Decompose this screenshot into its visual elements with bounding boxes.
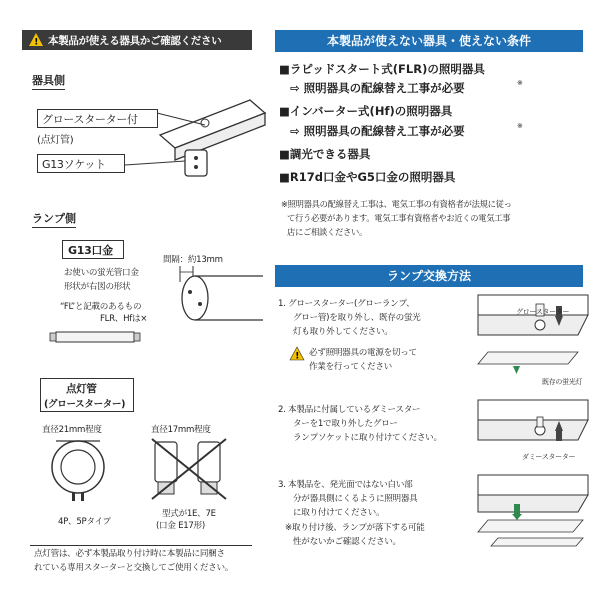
step1-line2: グロー管)を取り外し、既存の蛍光: [293, 313, 421, 323]
cond-note-line3: 店にご相談ください。: [287, 227, 367, 237]
lit-tube-label: (点灯管): [37, 135, 74, 146]
lamp-desc-line2: 形状が右図の形状: [64, 282, 131, 292]
starter-footer-frame: [30, 545, 252, 546]
fixture-section-title: 器具側: [32, 72, 65, 90]
fig1-label-bottom: 既存の蛍光灯: [542, 378, 583, 386]
fig1-label-top: グロースターター: [516, 308, 570, 316]
step2-illustration: [478, 395, 588, 450]
fl-note-line2: FLR、Hfは×: [100, 314, 148, 324]
starter-title-line1: 点灯管: [66, 383, 97, 395]
caution-icon: [290, 347, 304, 360]
fl-tube-illustration: [50, 327, 140, 347]
svg-text:!: !: [34, 37, 39, 48]
lamp-desc-line1: お使いの蛍光管口金: [64, 268, 139, 278]
cond-2-mark: ※: [517, 122, 523, 130]
g13-base-label: G13口金: [68, 244, 113, 257]
step1-line1: 1. グロースターター(グローランプ、: [278, 299, 415, 309]
exchange-header-text: ランプ交換方法: [386, 269, 471, 283]
svg-text:!: !: [295, 351, 300, 362]
cond-4-main: ■R17d口金やG5口金の照明器具: [279, 170, 456, 184]
cond-1-sub: ⇨ 照明器具の配線替え工事が必要: [290, 81, 465, 95]
glow-starter-label: グロースターター付: [42, 113, 138, 126]
lamp-section-title: ランプ側: [32, 210, 76, 228]
step1-line3: 灯も取り外してください。: [293, 327, 393, 337]
step3-line2: 分が器具側にくるように照明器具: [293, 494, 418, 504]
pin-gap-label: 間隔：約13mm: [163, 255, 223, 265]
g13-socket-label: G13ソケット: [42, 158, 106, 171]
step2-line3: ランプソケットに取り付けてください。: [293, 433, 442, 443]
step3-line1: 3. 本製品を、発光面ではない白い部: [278, 480, 413, 490]
type-1e-label-line2: (口金 E17形): [156, 521, 205, 531]
diam17-label: 直径17mm程度: [151, 425, 211, 435]
starter-footer-note-line1: 点灯管は、必ず本製品取り付け時に本製品に同梱さ: [34, 549, 225, 559]
warning-icon: [29, 33, 43, 46]
cond-1-main: ■ラピッドスタート式(FLR)の照明器具: [279, 62, 485, 76]
cond-1-mark: ※: [517, 79, 523, 87]
fixture-illustration: [155, 95, 265, 185]
starter-title-line2: (グロースターター): [44, 399, 126, 410]
lamp-base-illustration: [175, 268, 265, 338]
cond-2-sub: ⇨ 照明器具の配線替え工事が必要: [290, 124, 465, 138]
warning-banner: [22, 30, 252, 50]
cond-header: [275, 30, 583, 52]
fig2-label: ダミースターター: [522, 453, 576, 461]
cond-3-main: ■調光できる器具: [279, 147, 371, 161]
type-4p-label: 4P、5Pタイプ: [58, 517, 111, 527]
step1-warn-line2: 作業を行ってください: [309, 362, 392, 372]
step3-line3: に取り付けてください。: [293, 508, 385, 518]
starter-1e-crossed-icon: [150, 437, 230, 517]
step3-illustration: [478, 470, 588, 550]
cond-2-main: ■インバーター式(Hf)の照明器具: [279, 104, 453, 118]
glow-starter-4p-icon: [48, 437, 108, 512]
step3-note-line1: ※取り付け後、ランプが落下する可能: [285, 523, 425, 533]
starter-footer-note-line2: れている専用スターターと交換してご使用ください。: [34, 563, 234, 573]
fl-note-line1: “FL”と記載のあるもの: [60, 302, 142, 312]
cond-note-line2: て行う必要があります。電気工事有資格者やお近くの電気工事: [287, 213, 511, 223]
step1-warn-line1: 必ず照明器具の電源を切って: [309, 348, 417, 358]
step3-note-line2: 性がないかご確認ください。: [293, 537, 401, 547]
step2-line1: 2. 本製品に付属しているダミースター: [278, 405, 421, 415]
step1-illustration: [478, 290, 588, 380]
cond-header-text: 本製品が使えない器具・使えない条件: [326, 34, 531, 48]
warning-banner-text: 本製品が使える器具かご確認ください: [48, 35, 222, 47]
diam21-label: 直径21mm程度: [42, 425, 102, 435]
type-1e-label-line1: 型式が1E、7E: [162, 509, 216, 519]
cond-note-line1: ※照明器具の配線替え工事は、電気工事の有資格者が法規に従っ: [281, 199, 512, 209]
exchange-header: [275, 265, 583, 287]
step2-line2: ターを1で取り外したグロー: [293, 419, 398, 429]
